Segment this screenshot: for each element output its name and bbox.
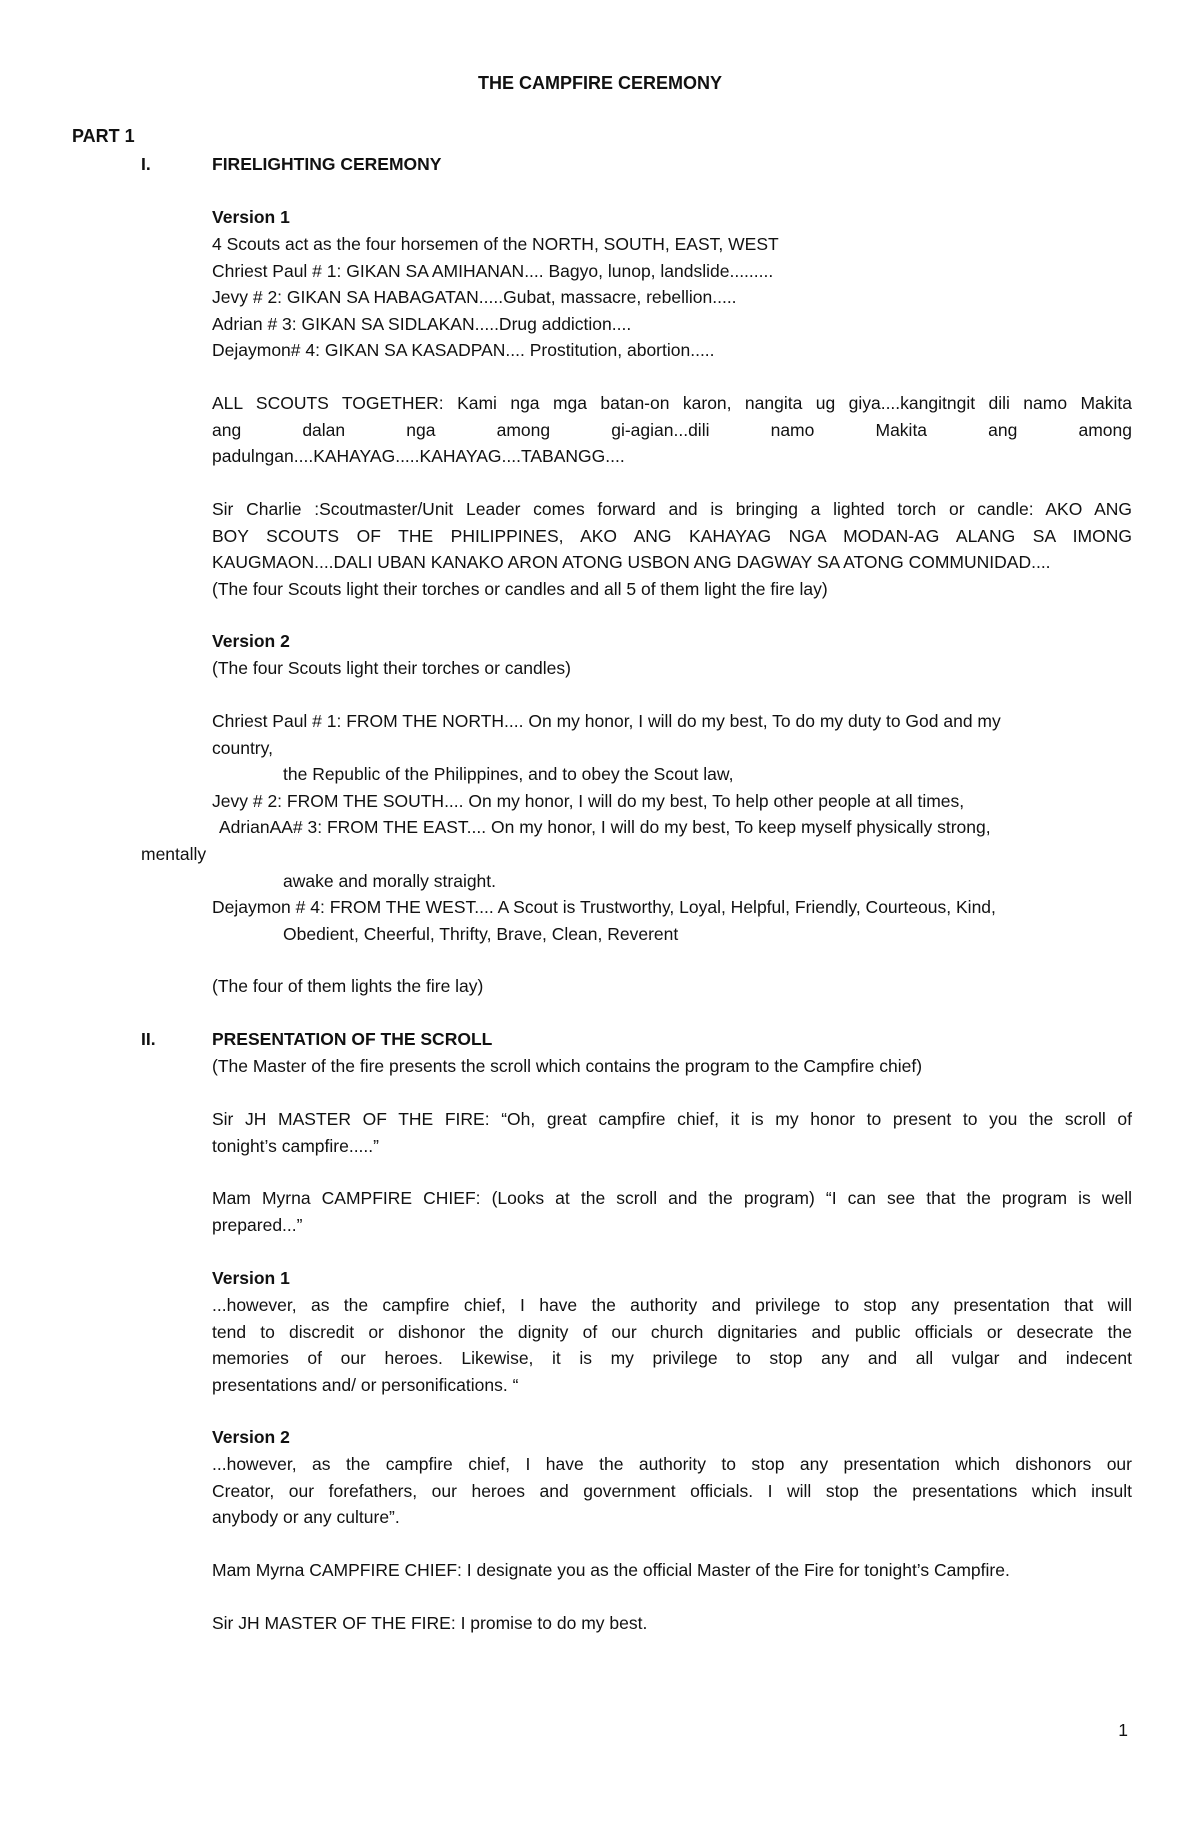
paragraph-line: ALL SCOUTS TOGETHER: Kami nga mga batan-on karon, nangita ug giya....kangitngit dili namo Makita bbox=[212, 393, 1132, 413]
master-of-fire-paragraph bbox=[212, 1106, 1132, 1159]
cast-line: Chriest Paul # 1: GIKAN SA AMIHANAN.... Bagyo, lunop, landslide......... bbox=[212, 260, 774, 281]
paragraph-line: ang dalan nga among gi-agian...dili namo Makita ang among bbox=[212, 419, 1132, 440]
campfire-chief-paragraph bbox=[212, 1185, 1132, 1238]
paragraph-line: ...however, as the campfire chief, I have the authority and privilege to stop any presentation that will bbox=[212, 1295, 1132, 1315]
paragraph-line: Creator, our forefathers, our heroes and government officials. I will stop the presentations which insult bbox=[212, 1480, 1132, 1501]
s2-version-2-paragraph bbox=[212, 1451, 1132, 1531]
oath-line: Chriest Paul # 1: FROM THE NORTH.... On my honor, I will do my best, To do my duty to God and my bbox=[212, 711, 1001, 731]
oath-line: Dejaymon # 4: FROM THE WEST.... A Scout is Trustworthy, Loyal, Helpful, Friendly, Courteous, Kind, bbox=[212, 897, 996, 918]
paragraph-line: prepared...” bbox=[212, 1214, 303, 1235]
paragraph-line: tonight’s campfire.....” bbox=[212, 1135, 379, 1156]
s1-version-1-heading: Version 1 bbox=[212, 207, 290, 227]
part-label: PART 1 bbox=[72, 126, 135, 146]
oath-line: country, bbox=[212, 737, 273, 758]
sir-charlie-paragraph bbox=[212, 496, 1132, 602]
page-number: 1 bbox=[1118, 1720, 1128, 1740]
paragraph-line: tend to discredit or dishonor the dignity of our church dignitaries and public officials or desecrate the bbox=[212, 1321, 1132, 1342]
s2-version-1-heading: Version 1 bbox=[212, 1268, 290, 1288]
all-scouts-paragraph bbox=[212, 390, 1132, 470]
cast-line: Adrian # 3: GIKAN SA SIDLAKAN.....Drug addiction.... bbox=[212, 313, 632, 334]
cast-line: Jevy # 2: GIKAN SA HABAGATAN.....Gubat, massacre, rebellion..... bbox=[212, 287, 737, 308]
paragraph-line: Mam Myrna CAMPFIRE CHIEF: (Looks at the scroll and the program) “I can see that the program is well bbox=[212, 1188, 1132, 1208]
oath-line: the Republic of the Philippines, and to obey the Scout law, bbox=[283, 764, 734, 785]
page-title: THE CAMPFIRE CEREMONY bbox=[477, 73, 722, 93]
section-2-intro: (The Master of the fire presents the scroll which contains the program to the Campfire chief) bbox=[212, 1056, 923, 1076]
s1-version-2-heading: Version 2 bbox=[212, 631, 290, 651]
paragraph-line: Sir JH MASTER OF THE FIRE: “Oh, great campfire chief, it is my honor to present to you the scroll of bbox=[212, 1109, 1132, 1129]
paragraph-line: BOY SCOUTS OF THE PHILIPPINES, AKO ANG KAHAYAG NGA MODAN-AG ALANG SA IMONG bbox=[212, 525, 1132, 546]
paragraph-line: KAUGMAON....DALI UBAN KANAKO ARON ATONG USBON ANG DAGWAY SA ATONG COMMUNIDAD.... bbox=[212, 552, 1051, 573]
section-2-heading: PRESENTATION OF THE SCROLL bbox=[212, 1029, 493, 1049]
s2-version-2-heading: Version 2 bbox=[212, 1427, 290, 1447]
paragraph-line: anybody or any culture”. bbox=[212, 1507, 400, 1528]
paragraph-line: ...however, as the campfire chief, I have the authority to stop any presentation which dishonors our bbox=[212, 1454, 1132, 1474]
section-1-heading: FIRELIGHTING CEREMONY bbox=[212, 154, 442, 174]
paragraph-line: Sir Charlie :Scoutmaster/Unit Leader comes forward and is bringing a lighted torch or candle: AKO ANG bbox=[212, 499, 1132, 519]
s2-version-1-paragraph bbox=[212, 1292, 1132, 1398]
oath-line: Obedient, Cheerful, Thrifty, Brave, Clean, Reverent bbox=[283, 923, 679, 944]
oath-line: Jevy # 2: FROM THE SOUTH.... On my honor, I will do my best, To help other people at all times, bbox=[212, 790, 965, 811]
s1-version-1-cast bbox=[212, 231, 1132, 364]
s1-version-2-lines bbox=[0, 708, 1200, 947]
paragraph-line: memories of our heroes. Likewise, it is my privilege to stop any and all vulgar and indecent bbox=[212, 1348, 1132, 1369]
oath-line: mentally bbox=[141, 843, 207, 864]
paragraph-line: (The four Scouts light their torches or candles and all 5 of them light the fire lay) bbox=[212, 578, 828, 599]
oath-line: AdrianAA# 3: FROM THE EAST.... On my honor, I will do my best, To keep myself physically strong, bbox=[219, 817, 991, 838]
paragraph-line: presentations and/ or personifications. “ bbox=[212, 1374, 519, 1395]
section-2-numeral: II. bbox=[141, 1029, 156, 1049]
oath-line: awake and morally straight. bbox=[283, 870, 497, 891]
cast-line: Dejaymon# 4: GIKAN SA KASADPAN.... Prostitution, abortion..... bbox=[212, 340, 715, 361]
cast-line: 4 Scouts act as the four horsemen of the NORTH, SOUTH, EAST, WEST bbox=[212, 234, 779, 254]
designate-line: Mam Myrna CAMPFIRE CHIEF: I designate you as the official Master of the Fire for tonight’s Campfire. bbox=[212, 1560, 1010, 1580]
promise-line: Sir JH MASTER OF THE FIRE: I promise to do my best. bbox=[212, 1613, 648, 1633]
paragraph-line: padulngan....KAHAYAG.....KAHAYAG....TABANGG.... bbox=[212, 446, 625, 467]
s1-version-2-closing: (The four of them lights the fire lay) bbox=[212, 976, 484, 996]
section-1-numeral: I. bbox=[141, 154, 151, 174]
s1-version-2-intro: (The four Scouts light their torches or candles) bbox=[212, 658, 571, 678]
